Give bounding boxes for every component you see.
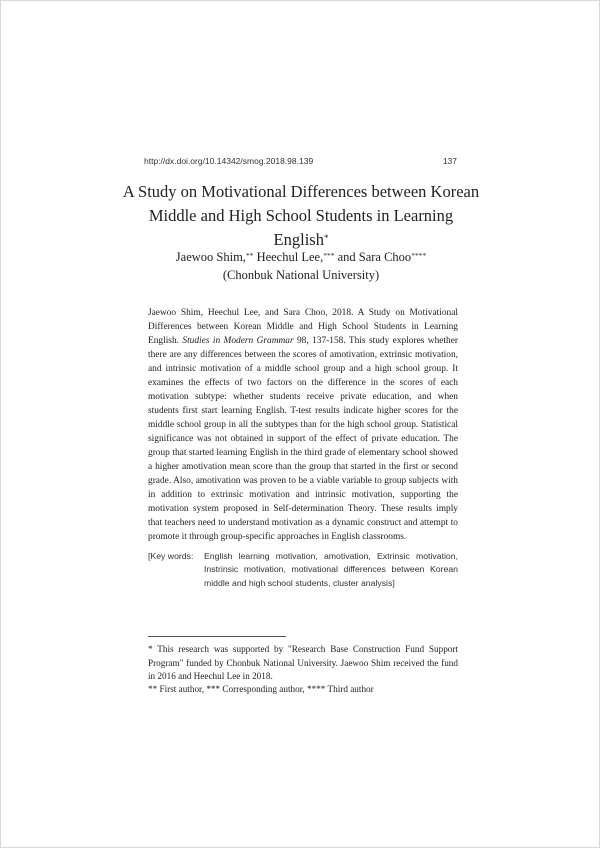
keywords-text: English learning motivation, amotivation, Extrinsic motivation, Instrinsic motivation, motivational differences between Korean middle and high school students, cluster analysis] — [204, 551, 458, 588]
author-3: and Sara Choo — [334, 250, 412, 264]
funding-footnote: * This research was supported by "Research Base Construction Fund Support Program" funded by Chonbuk National University. Jaewoo Shim received the fund in 2016 and Heechul Lee in 2018. — [148, 644, 458, 681]
keywords-label: [Key words: — [148, 551, 194, 561]
running-header — [144, 156, 457, 170]
author-list — [120, 248, 482, 266]
title-line-2 — [120, 204, 482, 252]
author-2: Heechul Lee, — [253, 250, 324, 264]
title-line-1: A Study on Motivational Differences between Korean — [122, 182, 480, 201]
author-3-mark: **** — [411, 251, 427, 260]
abstract — [148, 306, 458, 544]
affiliation: (Chonbuk National University) — [222, 268, 380, 282]
title-footnote-mark: * — [323, 233, 329, 243]
author-role-footnote: ** First author, *** Corresponding author, **** Third author — [148, 684, 374, 694]
journal-name: Studies in Modern Grammar — [182, 336, 294, 346]
paper-title — [120, 180, 482, 252]
author-1-mark: ** — [245, 251, 254, 260]
abstract-citation: Jaewoo Shim, Heechul Lee, and Sara Choo, 2018. A Study on Motivational Differences between Korean Middle and High School Students in Learning English. — [148, 308, 458, 346]
footnote-divider — [148, 636, 286, 637]
page-number: 137 — [442, 156, 457, 166]
author-1: Jaewoo Shim, — [175, 250, 246, 264]
author-2-mark: *** — [323, 251, 335, 260]
abstract-body: 98, 137-158. This study explores whether there are any differences between the scores of amotivation, extrinsic motivation, and intrinsic motivation of a middle school group and a high school group. It examines the effects of two factors on the difference in the scores of each motivation subtype: whether students receive private education, and when students first start learning English. T-test results indicate higher scores for the middle school group in all the subtypes than for the high school group. Statistical significance was not obtained in support of the effect of private education. The group that started learning English in the third grade of elementary school showed a higher amotivation mean score than the group that started in the first or second grade. Also, amotivation was proven to be a viable variable to group subjects with in addition to extrinsic motivation and intrinsic motivation, supporting the motivation system proposed in Self-determination Theory. These results imply that teachers need to understand motivation as a dynamic construct and attempt to promote it through group-specific approaches in English classrooms. — [148, 336, 458, 542]
title-line-2-text: Middle and High School Students in Learning English — [148, 206, 454, 249]
doi-link[interactable]: http://dx.doi.org/10.14342/smog.2018.98.139 — [144, 156, 314, 166]
